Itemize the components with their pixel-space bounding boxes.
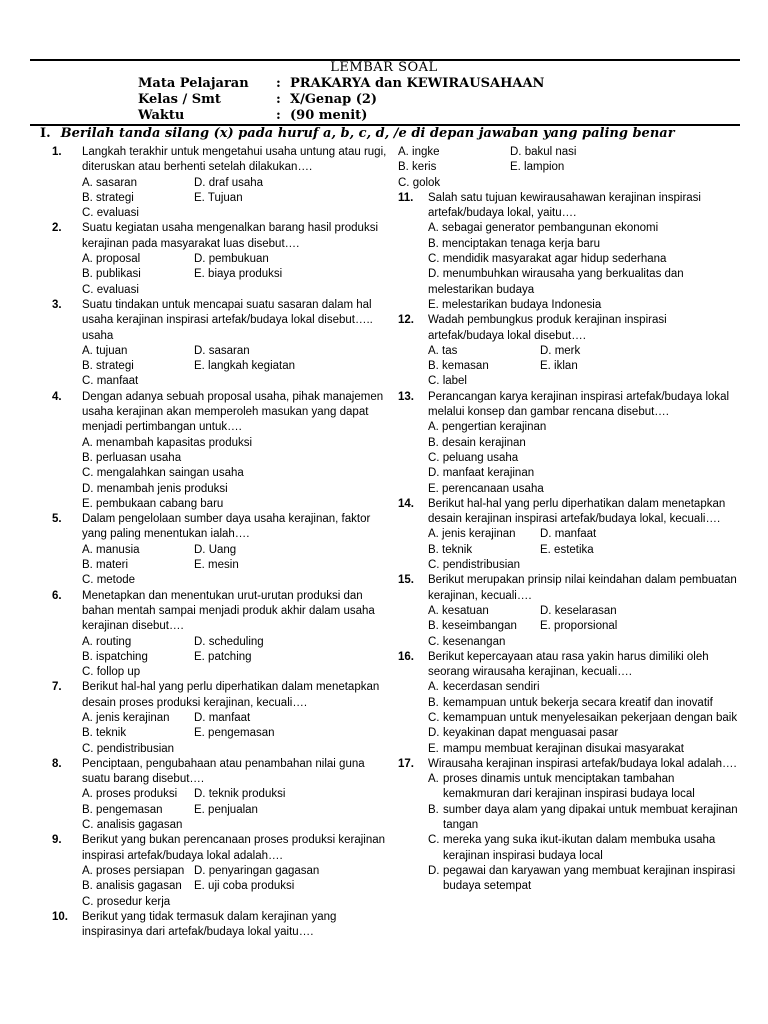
question-number: 4. (52, 390, 62, 403)
answer-option: D. sasaran (194, 344, 250, 357)
answer-option: A. kesatuan (428, 604, 489, 617)
answer-option: C. evaluasi (82, 207, 139, 220)
answer-option: E. proporsional (540, 620, 618, 633)
question-9 (52, 833, 392, 909)
answer-option (428, 772, 743, 803)
option-row (82, 665, 392, 680)
answer-option: A. jenis kerajinan (82, 711, 170, 724)
option-row (428, 635, 743, 650)
answer-option: E. biaya produksi (194, 268, 283, 281)
answer-option: E. melestarikan budaya Indonesia (428, 298, 602, 311)
question-15 (398, 573, 743, 649)
answer-option: E. pembukaan cabang baru (82, 497, 224, 510)
field-subject (138, 76, 544, 92)
answer-options (428, 527, 743, 573)
answer-option: A. sebagai generator pembangunan ekonomi (428, 222, 659, 235)
answer-option: B. publikasi (82, 268, 141, 281)
question-text: Wadah pembungkus produk kerajinan inspirasi artefak/budaya lokal disebut…. (428, 314, 667, 342)
option-letter: B. (428, 696, 439, 709)
question-number: 5. (52, 513, 62, 526)
option-text: kecerdasan sendiri (443, 681, 540, 694)
answer-option: A. sasaran (82, 176, 137, 189)
field-class (138, 92, 544, 108)
option-row (82, 818, 392, 833)
option-row (82, 742, 392, 757)
answer-option: E. pengemasan (194, 727, 275, 740)
option-text: mampu membuat kerajinan disukai masyarakat (443, 742, 684, 755)
answer-option: C. metode (82, 574, 136, 587)
answer-option (428, 696, 743, 711)
section-instruction (40, 126, 675, 141)
option-row (82, 864, 392, 879)
option-letter: A. (428, 773, 439, 786)
field-label: Kelas / Smt (138, 92, 221, 107)
answer-option: E. langkah kegiatan (194, 360, 296, 373)
option-text: sumber daya alam yang dipakai untuk membuat kerajinan tangan (443, 803, 738, 832)
answer-option: B. strategi (82, 360, 134, 373)
answer-option: A. tas (428, 344, 458, 357)
question-number: 3. (52, 298, 62, 311)
answer-option: B. desain kerajinan (428, 436, 526, 449)
question-10-options (368, 145, 743, 191)
question-11 (398, 191, 743, 313)
question-text: Berikut hal-hal yang perlu diperhatikan dalam menetapkan desain kerajinan inspirasi artefak/budaya lokal, kecuali…. (428, 497, 726, 526)
question-text: Suatu tindakan untuk mencapai suatu sasaran dalam hal usaha kerajinan inspirasi artefak/budaya lokal disebut….. usaha (82, 298, 373, 342)
question-5 (52, 512, 392, 588)
answer-option (428, 833, 743, 864)
question-4 (52, 390, 392, 512)
field-time (138, 108, 544, 124)
option-letter: D. (428, 864, 440, 877)
question-number: 17. (398, 757, 414, 770)
question-number: 11. (398, 191, 414, 204)
question-text: Berikut yang bukan perencanaan proses produksi kerajinan inspirasi artefak/budaya lokal adalah…. (82, 834, 386, 862)
question-text: Berikut yang tidak termasuk dalam kerajinan yang inspirasinya dari artefak/budaya lokal yaitu…. (82, 910, 337, 939)
header-fields (138, 76, 544, 124)
option-row (82, 573, 392, 588)
answer-option: C. golok (398, 176, 441, 189)
answer-option: C. pendistribusian (428, 559, 521, 572)
option-letter: A. (428, 681, 439, 694)
question-text: Dalam pengelolaan sumber daya usaha kerajinan, faktor yang paling menentukan ialah…. (82, 513, 371, 541)
answer-options (428, 604, 743, 650)
option-text: proses dinamis untuk menciptakan tambahan kemakmuran dari kerajinan inspirasi budaya local (443, 773, 695, 801)
answer-option: D. manfaat kerajinan (428, 467, 535, 480)
answer-options (82, 787, 392, 833)
answer-option: C. analisis gagasan (82, 819, 183, 832)
answer-option: A. jenis kerajinan (428, 528, 516, 541)
answer-option (428, 726, 743, 741)
section-number: I. (40, 126, 51, 141)
answer-options (428, 344, 743, 390)
question-2 (52, 221, 392, 297)
option-row (398, 145, 743, 160)
answer-option: C. mendidik masyarakat agar hidup sederhana (428, 253, 667, 266)
answer-option: B. menciptakan tenaga kerja baru (428, 237, 600, 250)
option-row (82, 803, 392, 818)
answer-options (82, 864, 392, 910)
question-12 (398, 313, 743, 389)
question-text: Menetapkan dan menentukan urut-urutan produksi dan bahan mentah sampai menjadi produk akhir dalam usaha kerajinan disebut…. (82, 589, 375, 633)
answer-option: E. estetika (540, 543, 594, 556)
question-number: 7. (52, 681, 62, 694)
answer-option: C. prosedur kerja (82, 895, 171, 908)
answer-options (82, 711, 392, 757)
field-value: PRAKARYA dan KEWIRAUSAHAAN (290, 76, 545, 91)
answer-option: E. patching (194, 650, 252, 663)
option-text: pegawai dan karyawan yang membuat kerajinan inspirasi budaya setempat (443, 864, 736, 893)
option-row (398, 160, 743, 175)
option-row (82, 635, 392, 650)
answer-option: B. teknik (82, 727, 127, 740)
field-label: Mata Pelajaran (138, 76, 249, 91)
option-row (82, 344, 392, 359)
answer-options (82, 252, 392, 298)
answer-options (428, 772, 743, 894)
answer-option: A. tujuan (82, 344, 128, 357)
question-text: Salah satu tujuan kewirausahawan kerajinan inspirasi artefak/budaya lokal, yaitu…. (428, 191, 701, 220)
answer-option: D. menambah jenis produksi (82, 482, 228, 495)
answer-option: D. pembukuan (194, 253, 269, 266)
answer-option: E. mesin (194, 559, 239, 572)
option-row (82, 895, 392, 910)
option-text: keyakinan dapat menguasai pasar (443, 727, 619, 740)
question-text: Perancangan karya kerajinan inspirasi artefak/budaya lokal melalui konsep dan gambar rencana disebut…. (428, 390, 730, 419)
answer-option: A. proses persiapan (82, 864, 185, 877)
answer-option: E. Tujuan (194, 191, 243, 204)
question-number: 12. (398, 314, 414, 327)
answer-option: B. ispatching (82, 650, 148, 663)
option-row (82, 374, 392, 389)
field-colon: : (276, 108, 281, 123)
answer-option: C. mengalahkan saingan usaha (82, 467, 244, 480)
option-row (82, 359, 392, 374)
answer-option: D. manfaat (194, 711, 251, 724)
answer-option: A. proses produksi (82, 788, 178, 801)
section-text: Berilah tanda silang (x) pada huruf a, b, c, d, /e di depan jawaban yang paling benar (60, 126, 675, 141)
option-row (82, 191, 392, 206)
option-row (82, 879, 392, 894)
option-text: kemampuan untuk menyelesaikan pekerjaan dengan baik (443, 711, 738, 724)
option-row (82, 711, 392, 726)
option-row (82, 543, 392, 558)
answer-option: C. follop up (82, 666, 141, 679)
answer-option: B. analisis gagasan (82, 880, 182, 893)
option-row (428, 374, 743, 389)
answer-option: A. ingke (398, 146, 440, 158)
question-text: Dengan adanya sebuah proposal usaha, pihak manajemen usaha kerajinan akan memperoleh masukan yang dapat menjadi pertimbangan untuk…. (82, 390, 384, 434)
answer-option (428, 742, 743, 757)
answer-option: D. teknik produksi (194, 788, 286, 801)
answer-option: A. proposal (82, 253, 141, 266)
question-14 (398, 497, 743, 573)
answer-options (82, 635, 392, 681)
option-row (428, 527, 743, 542)
question-text: Berikut merupakan prinsip nilai keindahan dalam pembuatan kerajinan, kecuali…. (428, 574, 737, 602)
option-row (398, 176, 743, 191)
question-number: 13. (398, 390, 414, 403)
question-text: Berikut hal-hal yang perlu diperhatikan dalam menetapkan desain proses produksi kerajinan, kecuali…. (82, 681, 380, 709)
option-letter: E. (428, 742, 439, 755)
question-text: Langkah terakhir untuk mengetahui usaha untung atau rugi, diteruskan atau berhenti setelah dilakukan…. (82, 146, 387, 174)
answer-option: D. keselarasan (540, 604, 617, 617)
answer-option: C. evaluasi (82, 283, 139, 296)
answer-option: B. keris (398, 161, 437, 174)
option-row (428, 619, 743, 634)
answer-option (428, 864, 743, 895)
option-text: kemampuan untuk bekerja secara kreatif dan inovatif (443, 696, 713, 709)
option-row (82, 252, 392, 267)
option-row (428, 543, 743, 558)
right-column (398, 145, 743, 895)
question-10 (52, 910, 392, 941)
question-number: 10. (52, 910, 68, 923)
question-text: Wirausaha kerajinan inspirasi artefak/budaya lokal adalah…. (428, 757, 737, 770)
answer-options (428, 680, 743, 756)
answer-option: E. iklan (540, 360, 578, 373)
option-row (82, 787, 392, 802)
answer-option: D. scheduling (194, 635, 264, 648)
question-number: 15. (398, 574, 414, 587)
answer-options (398, 145, 743, 191)
question-number: 1. (52, 146, 62, 158)
field-label: Waktu (138, 108, 185, 123)
question-8 (52, 757, 392, 833)
answer-option: A. manusia (82, 543, 140, 556)
option-row (428, 344, 743, 359)
answer-option: C. label (428, 375, 467, 388)
question-17 (398, 757, 743, 895)
answer-option: D. bakul nasi (510, 146, 577, 158)
option-row (82, 558, 392, 573)
answer-options (82, 436, 392, 512)
option-row (82, 726, 392, 741)
answer-option: A. routing (82, 635, 132, 648)
answer-option: B. teknik (428, 543, 473, 556)
left-column (52, 145, 392, 940)
question-1 (52, 145, 392, 221)
answer-option: E. lampion (510, 161, 565, 174)
answer-option: A. menambah kapasitas produksi (82, 436, 253, 449)
question-number: 2. (52, 222, 62, 235)
option-row (82, 206, 392, 221)
option-text: mereka yang suka ikut-ikutan dalam membuka usaha kerajinan inspirasi budaya local (443, 834, 716, 862)
question-number: 14. (398, 497, 414, 510)
answer-option (428, 803, 743, 834)
question-number: 6. (52, 589, 62, 602)
question-number: 16. (398, 650, 414, 663)
answer-option: E. penjualan (194, 803, 258, 816)
field-colon: : (276, 92, 281, 107)
answer-option: B. pengemasan (82, 803, 163, 816)
option-row (82, 283, 392, 298)
option-letter: D. (428, 727, 440, 740)
question-text: Berikut kepercayaan atau rasa yakin harus dimiliki oleh seorang wirausaha kerajinan, kecuali…. (428, 650, 709, 679)
option-row (428, 604, 743, 619)
field-colon: : (276, 76, 281, 91)
answer-option: B. perluasan usaha (82, 451, 182, 464)
option-row (428, 359, 743, 374)
answer-options (428, 420, 743, 496)
answer-option: A. pengertian kerajinan (428, 421, 547, 434)
question-6 (52, 589, 392, 681)
question-7 (52, 680, 392, 756)
option-row (82, 650, 392, 665)
option-letter: C. (428, 834, 440, 847)
option-row (82, 267, 392, 282)
answer-option: B. strategi (82, 191, 134, 204)
answer-option: B. materi (82, 559, 129, 572)
answer-options (82, 543, 392, 589)
answer-option: D. penyaringan gagasan (194, 864, 320, 877)
question-number: 9. (52, 834, 62, 847)
answer-option: C. peluang usaha (428, 451, 519, 464)
answer-options (428, 221, 743, 313)
question-text: Penciptaan, pengubahaan atau penambahan nilai guna suatu barang disebut…. (82, 757, 365, 786)
answer-option: E. uji coba produksi (194, 880, 295, 893)
page-title: LEMBAR SOAL (330, 60, 438, 75)
option-row (428, 558, 743, 573)
question-13 (398, 390, 743, 497)
option-letter: B. (428, 803, 439, 816)
question-number: 8. (52, 757, 62, 770)
option-letter: C. (428, 711, 440, 724)
answer-option: D. manfaat (540, 528, 597, 541)
answer-option: D. merk (540, 344, 581, 357)
answer-options (82, 176, 392, 222)
answer-option: B. kemasan (428, 360, 489, 373)
answer-option (428, 680, 743, 695)
option-row (82, 176, 392, 191)
question-16 (398, 650, 743, 757)
answer-options (82, 344, 392, 390)
answer-option: C. kesenangan (428, 635, 506, 648)
answer-option: D. draf usaha (194, 176, 264, 189)
field-value: X/Genap (2) (290, 92, 378, 107)
field-value: (90 menit) (290, 108, 368, 123)
answer-option: C. manfaat (82, 375, 139, 388)
answer-option: C. pendistribusian (82, 742, 175, 755)
answer-option: D. menumbuhkan wirausaha yang berkualitas dan melestarikan budaya (428, 268, 684, 296)
answer-option: B. keseimbangan (428, 620, 517, 633)
answer-option: E. perencanaan usaha (428, 482, 544, 495)
question-text: Suatu kegiatan usaha mengenalkan barang hasil produksi kerajinan pada masyarakat luas disebut…. (82, 222, 379, 250)
answer-option (428, 711, 743, 726)
answer-option: D. Uang (194, 543, 237, 556)
question-3 (52, 298, 392, 390)
